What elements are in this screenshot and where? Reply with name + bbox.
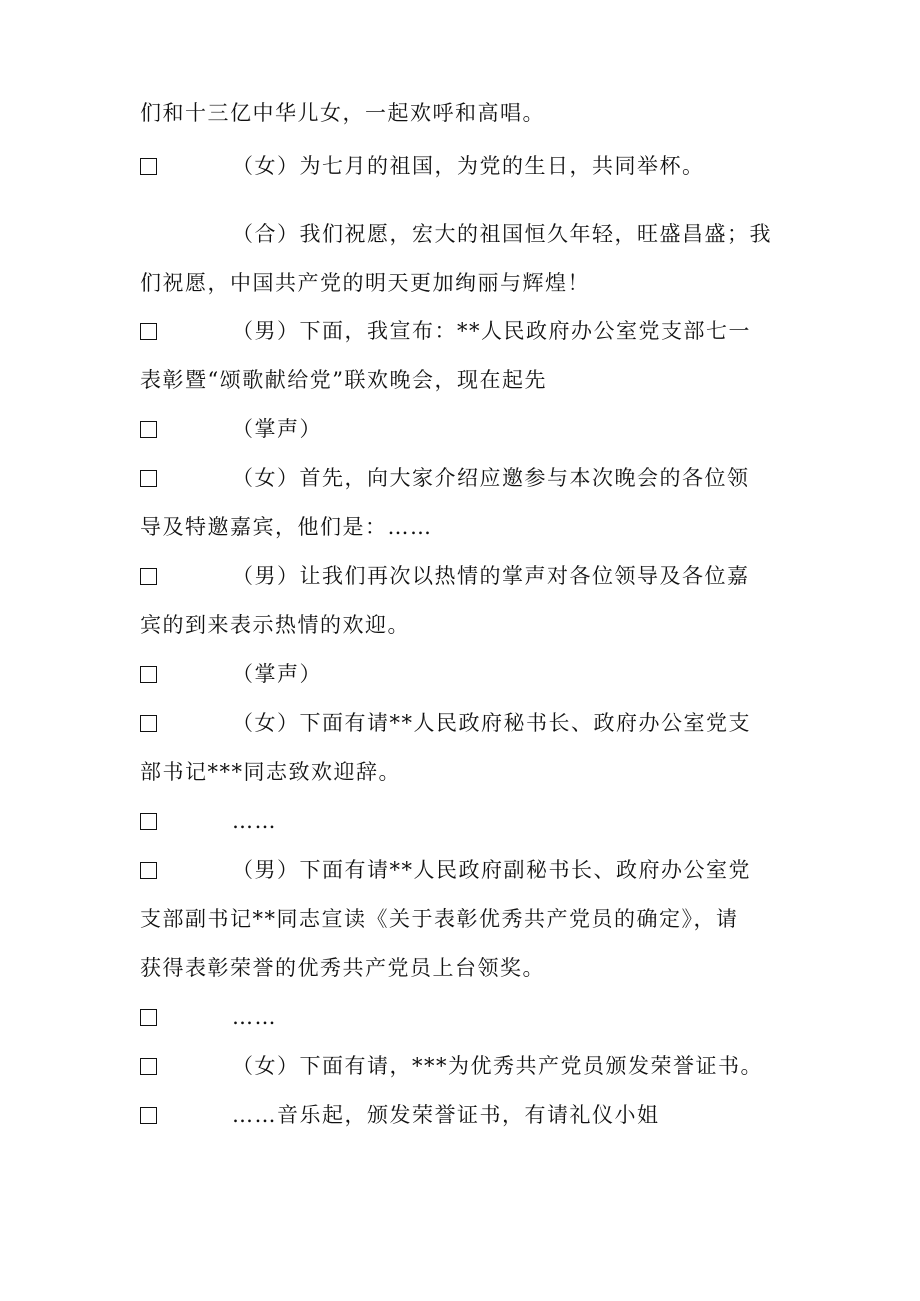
text-line: （掌声）: [232, 662, 322, 686]
text-line: （女）下面有请**人民政府秘书长、政府办公室党支: [232, 711, 751, 735]
checkbox-square-icon: [140, 1107, 157, 1124]
checkbox-square-icon: [140, 1058, 157, 1075]
text-line: ……: [232, 809, 277, 833]
text-line: （女）为七月的祖国，为党的生日，共同举杯。: [232, 154, 705, 178]
text-line: 部书记***同志致欢迎辞。: [140, 760, 401, 784]
text-line: ……音乐起，颁发荣誉证书，有请礼仪小姐: [232, 1103, 660, 1127]
text-line: 支部副书记**同志宣读《关于表彰优秀共产党员的确定》，请: [140, 907, 739, 931]
text-line: （男）下面，我宣布：**人民政府办公室党支部七一: [232, 319, 751, 343]
checkbox-square-icon: [140, 568, 157, 585]
checkbox-square-icon: [140, 813, 157, 830]
text-line: 导及特邀嘉宾，他们是：……: [140, 515, 433, 539]
checkbox-square-icon: [140, 158, 157, 175]
checkbox-square-icon: [140, 862, 157, 879]
text-line: 宾的到来表示热情的欢迎。: [140, 613, 410, 637]
text-line: （男）下面有请**人民政府副秘书长、政府办公室党: [232, 858, 751, 882]
text-line: 获得表彰荣誉的优秀共产党员上台领奖。: [140, 956, 545, 980]
text-line: 们和十三亿中华儿女，一起欢呼和高唱。: [140, 101, 545, 125]
text-line: （掌声）: [232, 417, 322, 441]
text-line: ……: [232, 1005, 277, 1029]
text-line: （男）让我们再次以热情的掌声对各位领导及各位嘉: [232, 564, 750, 588]
text-line: （合）我们祝愿，宏大的祖国恒久年轻，旺盛昌盛；我: [232, 222, 772, 246]
checkbox-square-icon: [140, 666, 157, 683]
checkbox-square-icon: [140, 421, 157, 438]
checkbox-square-icon: [140, 323, 157, 340]
text-line: 们祝愿，中国共产党的明天更加绚丽与辉煌！: [140, 271, 590, 295]
checkbox-square-icon: [140, 470, 157, 487]
checkbox-square-icon: [140, 715, 157, 732]
text-line: （女）下面有请，***为优秀共产党员颁发荣誉证书。: [232, 1054, 763, 1078]
text-line: 表彰暨“颂歌献给党”联欢晚会，现在起先: [140, 368, 547, 392]
text-line: （女）首先，向大家介绍应邀参与本次晚会的各位领: [232, 466, 750, 490]
checkbox-square-icon: [140, 1009, 157, 1026]
